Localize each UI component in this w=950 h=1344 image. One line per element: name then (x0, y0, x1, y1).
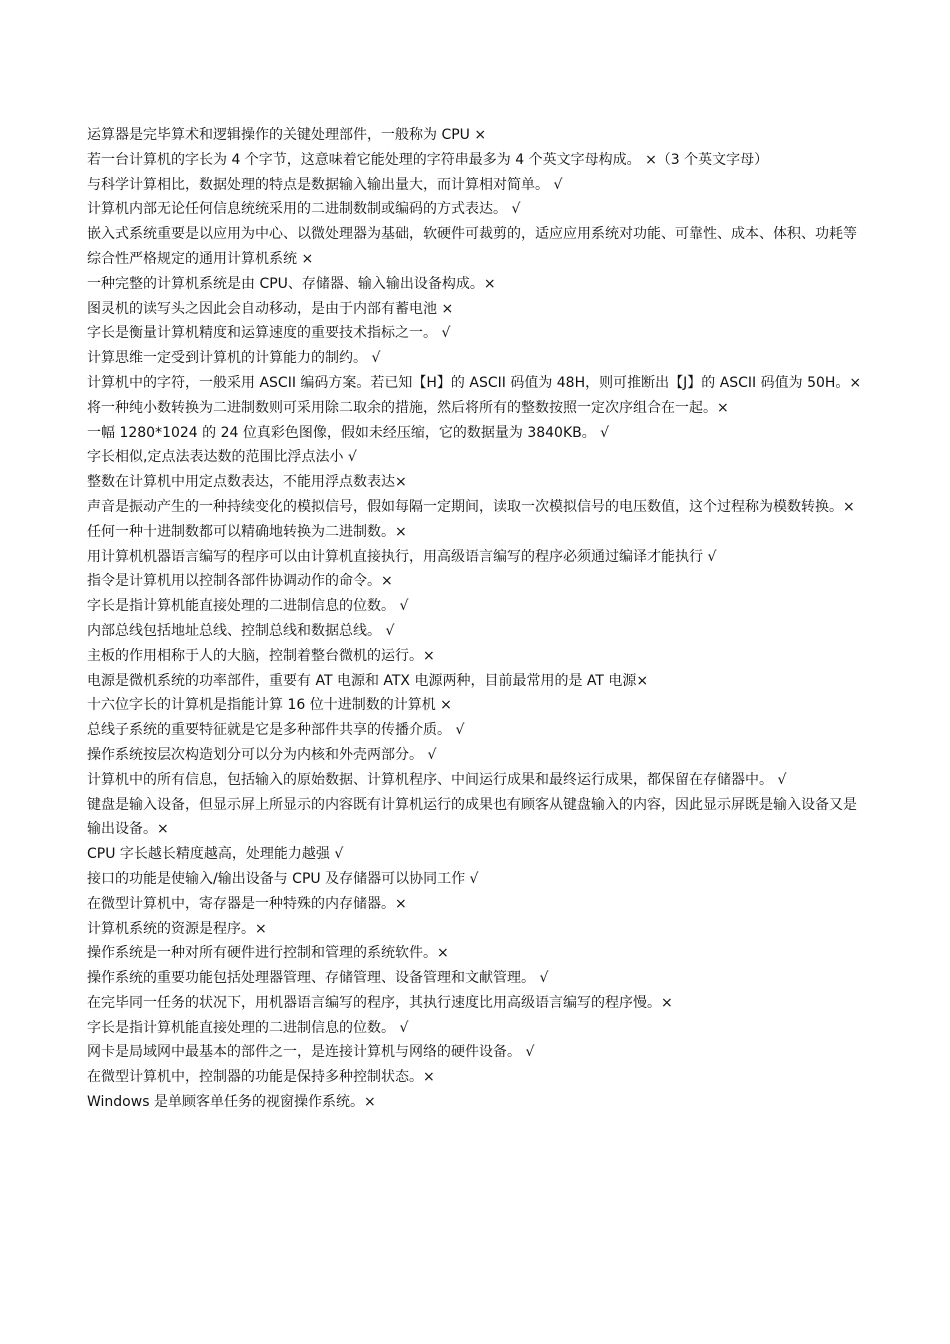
statement-line: 一幅 1280*1024 的 24 位真彩色图像，假如未经压缩，它的数据量为 3840KB。 √ (87, 424, 610, 441)
statement-line: 计算机内部无论任何信息统统采用的二进制数制或编码的方式表达。 √ (87, 201, 521, 218)
statement-line: 字长是指计算机能直接处理的二进制信息的位数。 √ (87, 1019, 409, 1036)
statement-line: 指令是计算机用以控制各部件协调动作的命令。× (87, 573, 393, 590)
statement-line: 在微型计算机中，控制器的功能是保持多种控制状态。× (87, 1069, 435, 1086)
document-body (87, 123, 867, 1115)
statement-line: 若一台计算机的字长为 4 个字节，这意味着它能处理的字符串最多为 4 个英文字母构成。 ×（3 个英文字母） (87, 151, 769, 168)
statement-line: CPU 字长越长精度越高，处理能力越强 √ (87, 846, 344, 863)
statement-line: 运算器是完毕算术和逻辑操作的关键处理部件，一般称为 CPU × (87, 127, 487, 143)
statement-line: 任何一种十进制数都可以精确地转换为二进制数。× (87, 523, 407, 540)
statement-line: 计算思维一定受到计算机的计算能力的制约。 √ (87, 350, 381, 367)
statement-line: 内部总线包括地址总线、控制总线和数据总线。 √ (87, 622, 395, 639)
statement-line: 接口的功能是使输入/输出设备与 CPU 及存储器可以协同工作 √ (87, 870, 479, 887)
statement-line: 字长是指计算机能直接处理的二进制信息的位数。 √ (87, 598, 409, 615)
statement-line: 主板的作用相称于人的大脑，控制着整台微机的运行。× (87, 647, 435, 664)
statement-line: 总线子系统的重要特征就是它是多种部件共享的传播介质。 √ (87, 722, 465, 739)
statement-line: 用计算机机器语言编写的程序可以由计算机直接执行，用高级语言编写的程序必须通过编译才能执行 √ (87, 548, 717, 565)
statement-line: 电源是微机系统的功率部件，重要有 AT 电源和 ATX 电源两种，目前最常用的是 AT 电源× (87, 672, 649, 689)
statement-line: 键盘是输入设备，但显示屏上所显示的内容既有计算机运行的成果也有顾客从键盘输入的内容，因此显示屏既是输入设备又是输出设备。× (87, 796, 857, 838)
statement-line: 操作系统是一种对所有硬件进行控制和管理的系统软件。× (87, 945, 449, 962)
statement-line: 操作系统的重要功能包括处理器管理、存储管理、设备管理和文献管理。 √ (87, 970, 549, 987)
statement-line: 整数在计算机中用定点数表达，不能用浮点数表达× (87, 474, 407, 491)
statement-line: 字长是衡量计算机精度和运算速度的重要技术指标之一。 √ (87, 325, 451, 342)
statement-line: 字长相似,定点法表达数的范围比浮点法小 √ (87, 449, 357, 466)
statement-line: 声音是振动产生的一种持续变化的模拟信号，假如每隔一定期间，读取一次模拟信号的电压数值，这个过程称为模数转换。× (87, 498, 855, 515)
statement-line: 十六位字长的计算机是指能计算 16 位十进制数的计算机 × (87, 697, 452, 714)
statement-line: 网卡是局域网中最基本的部件之一，是连接计算机与网络的硬件设备。 √ (87, 1044, 535, 1061)
statement-line: 与科学计算相比，数据处理的特点是数据输入输出量大，而计算相对简单。 √ (87, 176, 563, 193)
statement-line: 计算机中的字符，一般采用 ASCII 编码方案。若已知【H】的 ASCII 码值为 48H，则可推断出【J】的 ASCII 码值为 50H。× (87, 374, 862, 391)
statement-line: Windows 是单顾客单任务的视窗操作系统。× (87, 1094, 376, 1111)
statement-line: 操作系统按层次构造划分可以分为内核和外壳两部分。 √ (87, 746, 437, 763)
statement-line: 将一种纯小数转换为二进制数则可采用除二取余的措施，然后将所有的整数按照一定次序组合在一起。× (87, 399, 729, 416)
statement-line: 计算机中的所有信息，包括输入的原始数据、计算机程序、中间运行成果和最终运行成果，都保留在存储器中。 √ (87, 771, 787, 788)
statement-line: 图灵机的读写头之因此会自动移动，是由于内部有蓄电池 × (87, 300, 454, 317)
statement-line: 一种完整的计算机系统是由 CPU、存储器、输入输出设备构成。× (87, 275, 496, 292)
statement-line: 在完毕同一任务的状况下，用机器语言编写的程序，其执行速度比用高级语言编写的程序慢。× (87, 994, 673, 1011)
statement-line: 嵌入式系统重要是以应用为中心、以微处理器为基础，软硬件可裁剪的，适应应用系统对功能、可靠性、成本、体积、功耗等综合性严格规定的通用计算机系统 × (87, 226, 857, 267)
statement-line: 计算机系统的资源是程序。× (87, 920, 267, 937)
statement-line: 在微型计算机中，寄存器是一种特殊的内存储器。× (87, 895, 407, 912)
